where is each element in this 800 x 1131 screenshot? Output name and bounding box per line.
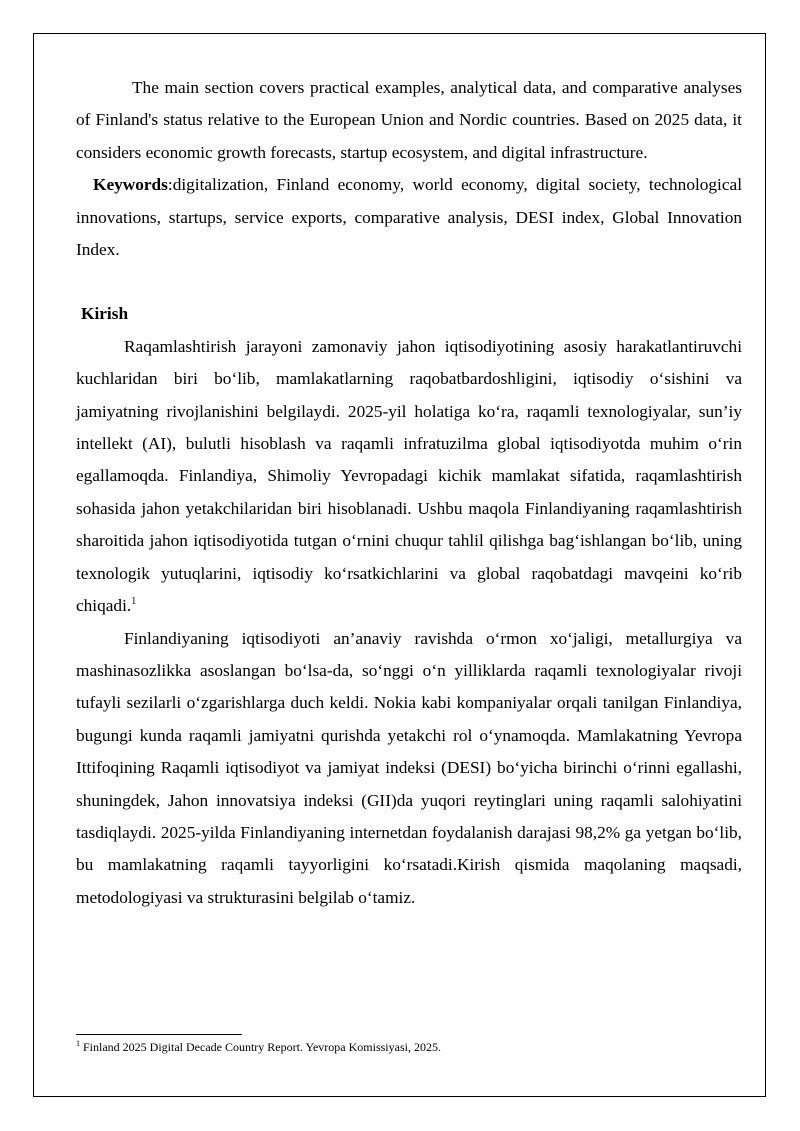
footnote — [76, 1039, 742, 1055]
footnote-number: 1 — [76, 1039, 80, 1048]
footnote-reference[interactable]: 1 — [131, 596, 137, 608]
abstract-paragraph: The main section covers practical examples, analytical data, and comparative analyses of Finland's status relative to the European Union and Nordic countries. Based on 2025 data, it considers economic growth forecasts, startup ecosystem, and digital infrastructure. — [76, 78, 742, 162]
section-heading-intro: Kirish — [81, 304, 129, 324]
intro-paragraph-1 — [76, 331, 742, 623]
footnote-separator — [76, 1034, 242, 1035]
keywords-text: :digitalization, Finland economy, world economy, digital society, technological innovations, startups, service exports, comparative analysis, DESI index, Global Innovation Index. — [76, 175, 742, 260]
footnote-text: Finland 2025 Digital Decade Country Report. Yevropa Komissiyasi, 2025. — [80, 1040, 441, 1054]
keywords-label: Keywords — [93, 175, 168, 195]
intro-paragraph-2: Finlandiyaning iqtisodiyoti an’anaviy ravishda o‘rmon xo‘jaligi, metallurgiya va mashinasozlikka asoslangan bo‘lsa-da, so‘nggi o‘n yilliklarda raqamli texnologiyalar rivoji tufayli sezilarli o‘zgarishlarga duch keldi. Nokia kabi kompaniyalar orqali tanilgan Finlandiya, bugungi kunda raqamli jamiyatni qurishda yetakchi rol o‘ynamoqda. Mamlakatning Yevropa Ittifoqining Raqamli iqtisodiyot va jamiyat indeksi (DESI) bo‘yicha birinchi o‘rinni egallashi, shuningdek, Jahon innovatsiya indeksi (GII)da yuqori reytinglari uning raqamli salohiyatini tasdiqlaydi. 2025-yilda Finlandiyaning internetdan foydalanish darajasi 98,2% ga yetgan bo‘lib, bu mamlakatning raqamli tayyorligini ko‘rsatadi.Kirish qismida maqolaning maqsadi, metodologiyasi va strukturasini belgilab o‘tamiz. — [76, 628, 742, 907]
intro-paragraph-1-text: Raqamlashtirish jarayoni zamonaviy jahon iqtisodiyotining asosiy harakatlantiruvchi kuchlaridan biri bo‘lib, mamlakatlarning raqobatbardoshligini, iqtisodiy o‘sishini va jamiyatning rivojlanishini belgilaydi. 2025-yil holatiga ko‘ra, raqamli texnologiyalar, sun’iy intellekt (AI), bulutli hisoblash va raqamli infratuzilma global iqtisodiyotda muhim o‘rin egallamoqda. Finlandiya, Shimoliy Yevropadagi kichik mamlakat sifatida, raqamlashtirish sohasida jahon yetakchilaridan biri hisoblanadi. Ushbu maqola Finlandiyaning raqamlashtirish sharoitida jahon iqtisodiyotida tutgan o‘rnini chuqur tahlil qilishga bag‘ishlangan bo‘lib, uning texnologik yutuqlarini, iqtisodiy ko‘rsatkichlarini va global raqobatdagi mavqeini ko‘rib chiqadi. — [76, 336, 742, 616]
keywords-paragraph — [76, 169, 742, 266]
page-content — [76, 72, 742, 914]
